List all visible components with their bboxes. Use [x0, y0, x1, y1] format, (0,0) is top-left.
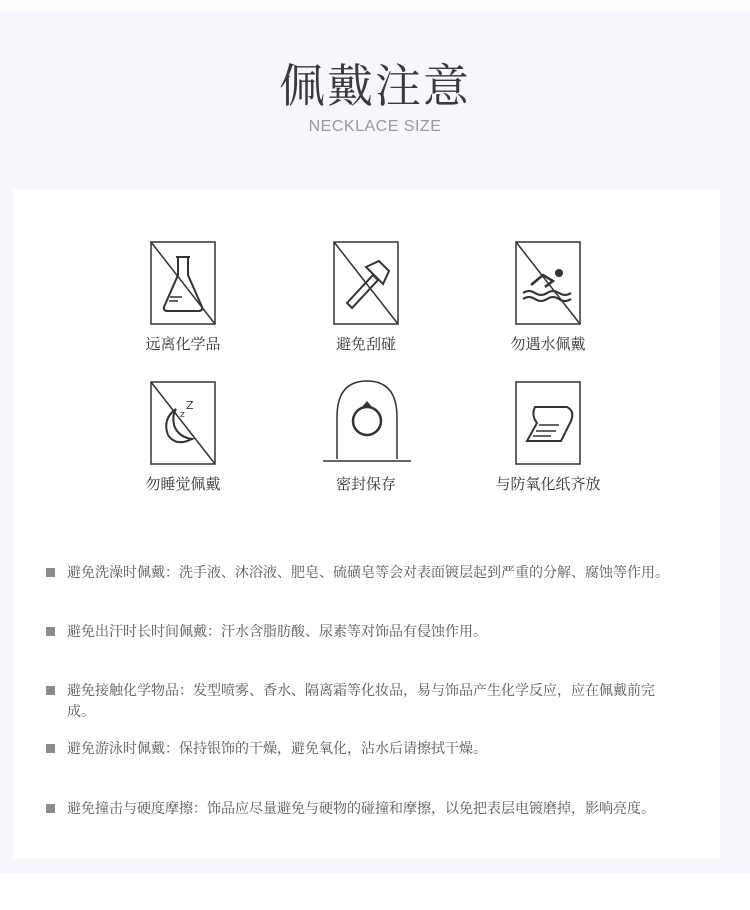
note-text: 避免出汗时长时间佩戴：汗水含脂肪酸、尿素等对饰品有侵蚀作用。 — [67, 624, 487, 640]
icon-label-scratch: 避免刮碰 — [335, 335, 396, 353]
note-text: 避免接触化学物品：发型喷雾、香水、隔离霜等化妆品，易与饰品产生化学反应，应在佩戴前完成。 — [67, 683, 655, 720]
note-item — [46, 622, 686, 643]
bullet-square-icon — [46, 627, 55, 636]
icon-label-chemicals: 远离化学品 — [145, 335, 221, 353]
note-item — [46, 681, 686, 723]
svg-text:z: z — [180, 410, 185, 420]
icon-label-water: 勿遇水佩戴 — [510, 335, 586, 353]
icon-label-paper: 与防氧化纸齐放 — [495, 475, 601, 493]
bullet-square-icon — [46, 744, 55, 753]
note-text: 避免洗澡时佩戴：洗手液、沐浴液、肥皂、硫磺皂等会对表面镀层起到严重的分解、腐蚀等作用。 — [67, 565, 669, 581]
page-title: 佩戴注意 — [279, 59, 471, 113]
bullet-square-icon — [46, 568, 55, 577]
svg-text:Z: Z — [186, 399, 194, 412]
note-text: 避免游泳时佩戴：保持银饰的干燥，避免氧化，沾水后请擦拭干燥。 — [67, 741, 487, 757]
paper-roll-icon — [515, 381, 581, 465]
bullet-square-icon — [46, 686, 55, 695]
note-item — [46, 799, 686, 820]
note-text: 避免撞击与硬度摩擦：饰品应尽量避免与硬物的碰撞和摩擦，以免把表层电镀磨掉，影响亮度。 — [67, 801, 655, 817]
bullet-square-icon — [46, 804, 55, 813]
note-item — [46, 739, 686, 760]
flask-prohibited-icon — [150, 241, 216, 325]
sleep-moon-prohibited-icon — [150, 381, 216, 465]
ring-pouch-icon — [323, 377, 411, 467]
icon-label-sealed: 密封保存 — [335, 475, 396, 493]
bottom-strip — [0, 874, 750, 910]
swimmer-prohibited-icon — [515, 241, 581, 325]
page-subtitle: NECKLACE SIZE — [308, 118, 442, 135]
care-card — [13, 189, 720, 859]
icon-label-sleep: 勿睡觉佩戴 — [145, 475, 221, 493]
hammer-prohibited-icon — [333, 241, 399, 325]
top-strip — [0, 0, 750, 10]
note-item — [46, 563, 686, 584]
